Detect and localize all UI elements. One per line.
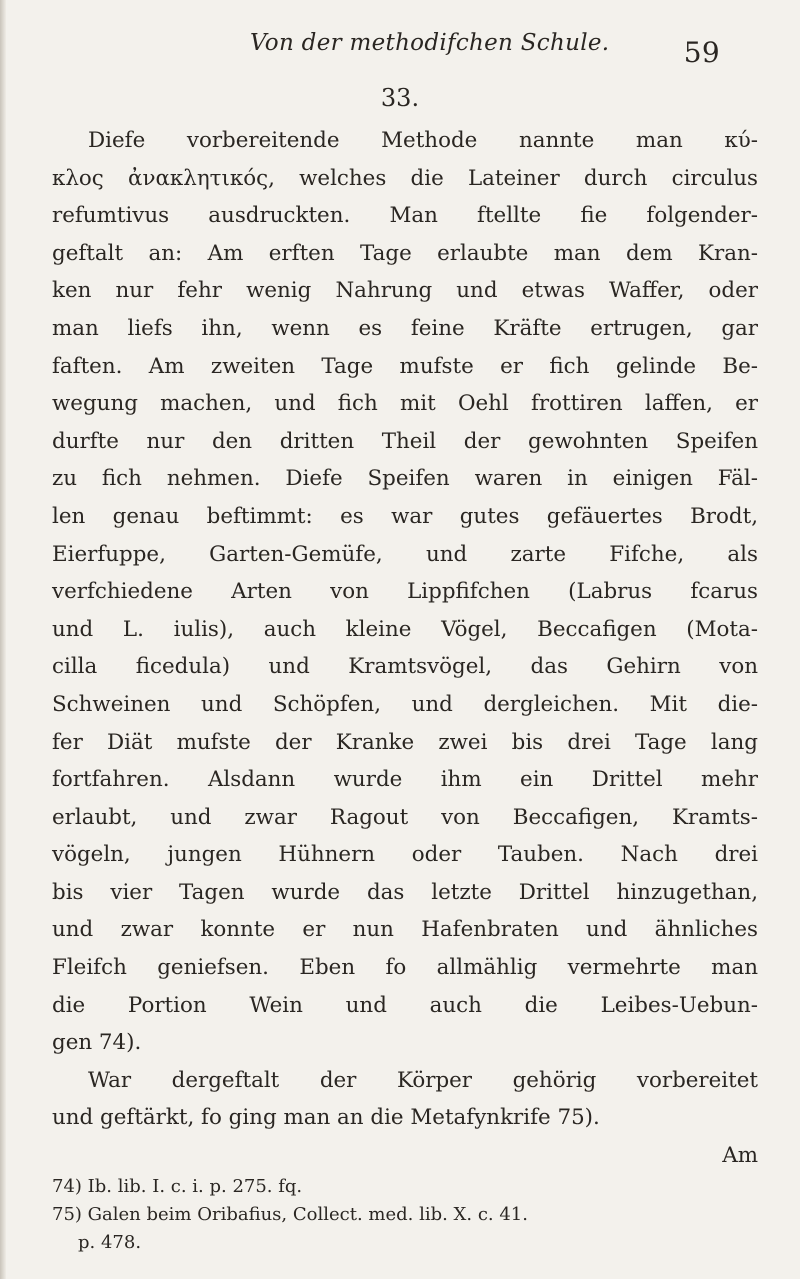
text-line: und L. iulis), auch kleine Vögel, Beccafigen (Mota- [52, 616, 758, 642]
text-line: War dergeftalt der Körper gehörig vorbereitet [88, 1067, 758, 1093]
text-line: und geftärkt, fo ging man an die Metafynkrife 75). [52, 1105, 600, 1131]
text-line: ken nur fehr wenig Nahrung und etwas Waffer, oder [52, 278, 758, 304]
text-line: zu fich nehmen. Diefe Speifen waren in einigen Fäl- [52, 466, 758, 492]
text-line: verfchiedene Arten von Lippfifchen (Labrus fcarus [52, 579, 758, 605]
text-line: erlaubt, und zwar Ragout von Beccafigen, Kramts- [52, 804, 758, 830]
footnotes [52, 1173, 758, 1257]
page-edge [0, 0, 6, 1279]
text-line: man liefs ihn, wenn es feine Kräfte ertrugen, gar [52, 315, 758, 341]
text-line: vögeln, jungen Hühnern oder Tauben. Nach drei [52, 842, 758, 868]
running-head-title: Von der methodifchen Schule. [250, 30, 610, 56]
text-line: Diefe vorbereitende Methode nannte man κύ- [88, 128, 758, 153]
text-line: fer Diät mufste der Kranke zwei bis drei Tage lang [52, 729, 758, 755]
page-number: 59 [683, 36, 720, 69]
text-line: und zwar konnte er nun Hafenbraten und ähnliches [52, 917, 758, 943]
text-line: Eierfuppe, Garten-Gemüfe, und zarte Fifche, als [52, 541, 758, 567]
text-line: bis vier Tagen wurde das letzte Drittel hinzugethan, [52, 879, 758, 905]
text-line: κλος ἀνακλητικός, welches die Lateiner durch circulus [52, 165, 758, 191]
text-line: geftalt an: Am erften Tage erlaubte man dem Kran- [52, 240, 758, 266]
catchword: Am [722, 1143, 758, 1169]
text-line: len genau beftimmt: es war gutes gefäuertes Brodt, [52, 503, 758, 529]
footnote-continuation: p. 478. [78, 1232, 142, 1253]
text-line: fortfahren. Alsdann wurde ihm ein Drittel mehr [52, 767, 758, 793]
footnote: 75) Galen beim Oribafius, Collect. med. lib. X. c. 41. [52, 1204, 528, 1225]
footnote: 74) Ib. lib. I. c. i. p. 275. fq. [52, 1176, 303, 1197]
text-line: gen 74). [52, 1030, 142, 1056]
body-text [52, 122, 758, 1175]
text-line: refumtivus ausdruckten. Man ftellte fie folgender- [52, 203, 758, 229]
running-head [250, 30, 720, 69]
text-line: wegung machen, und fich mit Oehl frottiren laffen, er [52, 391, 758, 417]
text-line: faften. Am zweiten Tage mufste er fich gelinde Be- [52, 353, 758, 379]
section-number: 33. [380, 84, 420, 112]
text-line: die Portion Wein und auch die Leibes-Uebun- [52, 992, 758, 1018]
text-line: durfte nur den dritten Theil der gewohnten Speifen [52, 428, 758, 454]
text-line: Schweinen und Schöpfen, und dergleichen. Mit die- [52, 691, 758, 717]
text-line: cilla ficedula) und Kramtsvögel, das Gehirn von [52, 654, 758, 680]
text-line: Fleifch geniefsen. Eben fo allmählig vermehrte man [52, 955, 758, 981]
